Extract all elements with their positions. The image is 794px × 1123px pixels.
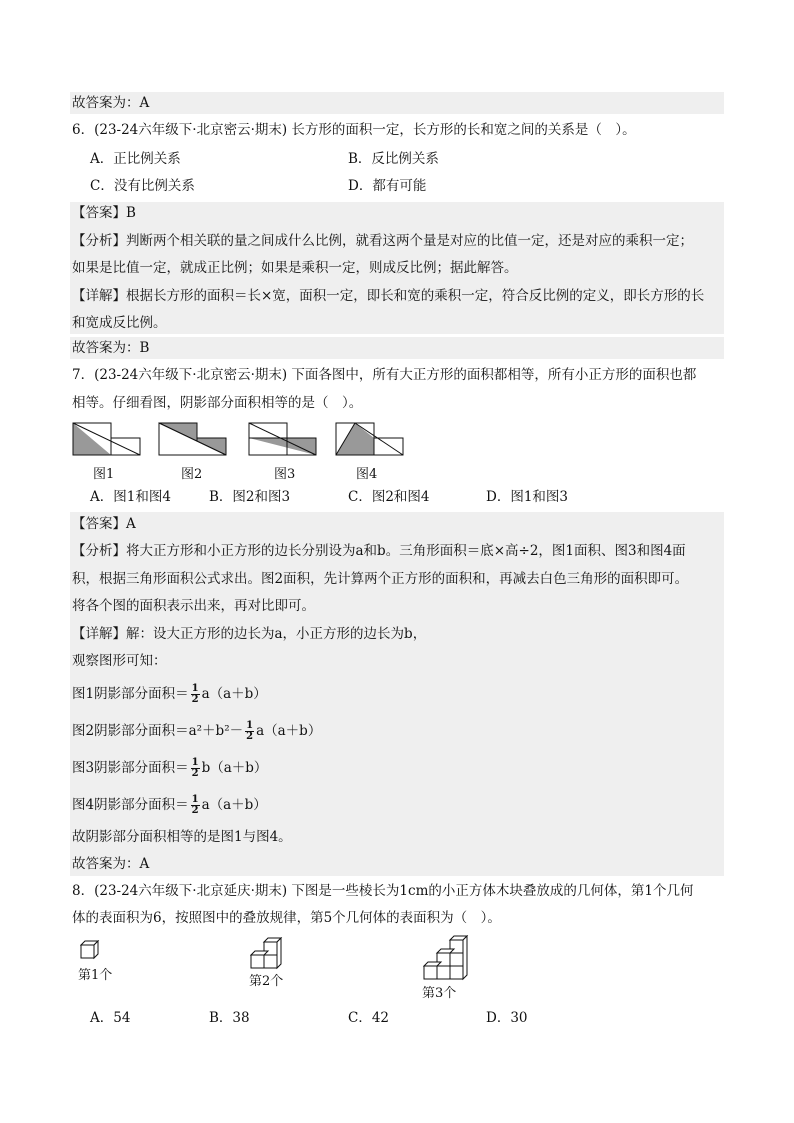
q7-question-line2: 相等。仔细看图，阴影部分面积相等的是（ ）。 xyxy=(72,395,363,411)
q7-option-c: C．图2和图4 xyxy=(348,489,430,505)
q7-conclusion: 故阴影部分面积相等的是图1与图4。 xyxy=(72,829,292,845)
q6-analysis-line2: 如果是比值一定，就成正比例；如果是乘积一定，则成反比例；据此解答。 xyxy=(72,260,518,276)
q6-question: 6．(23-24六年级下·北京密云·期末) 长方形的面积一定，长方形的长和宽之间的关系是（ ）。 xyxy=(72,122,636,138)
q8-question-line1: 8．(23-24六年级下·北京延庆·期末) 下图是一些棱长为1cm的小正方体木块叠放成的几何体，第1个几何 xyxy=(72,883,694,899)
fraction-half: $\frac{1}{2}$ xyxy=(191,683,199,705)
q7-formula-figure2: 图2阴影部分面积＝a²＋b²－ $\frac{1}{2}$ a（a＋b） xyxy=(72,720,322,742)
cube-stack-2-diagram xyxy=(250,937,284,971)
q7-question-line1: 7．(23-24六年级下·北京密云·期末) 下面各图中，所有大正方形的面积都相等，所有小正方形的面积也都 xyxy=(72,367,697,383)
q7-analysis-line2: 积，根据三角形面积公式求出。图2面积，先计算两个正方形的面积和，再减去白色三角形的面积即可。 xyxy=(72,571,689,587)
q7-formula-figure4: 图4阴影部分面积＝ $\frac{1}{2}$ a（a＋b） xyxy=(72,794,267,816)
figure-2-diagram xyxy=(158,422,228,456)
q7-analysis-line3: 将各个图的面积表示出来，再对比即可。 xyxy=(72,598,315,614)
figure-2-label: 图2 xyxy=(181,467,203,482)
q8-option-d: D．30 xyxy=(486,1010,528,1026)
q8-option-c: C．42 xyxy=(348,1010,390,1026)
answer-shade xyxy=(70,337,724,359)
cube-stack-3-diagram xyxy=(423,935,469,981)
q6-option-b: B．反比例关系 xyxy=(348,151,439,167)
q6-final-answer: 故答案为：B xyxy=(72,340,150,356)
top-final-answer: 故答案为：A xyxy=(72,95,150,111)
q6-option-a: A．正比例关系 xyxy=(90,151,181,167)
q7-option-a: A．图1和图4 xyxy=(90,489,171,505)
q6-detail-line2: 和宽成反比例。 xyxy=(72,315,167,331)
figure-1-label: 图1 xyxy=(93,467,115,482)
cube-stack-2-label: 第2个 xyxy=(249,974,284,989)
q7-option-b: B．图2和图3 xyxy=(209,489,291,505)
figure-4-diagram xyxy=(335,422,405,456)
cube-stack-3-label: 第3个 xyxy=(422,986,457,1001)
q8-option-a: A．54 xyxy=(90,1010,131,1026)
figure-3-diagram xyxy=(248,422,318,456)
q7-analysis-line1: 【分析】将大正方形和小正方形的边长分别设为a和b。三角形面积＝底×高÷2，图1面积、图3和图4面 xyxy=(72,543,686,559)
fraction-half: $\frac{1}{2}$ xyxy=(191,757,199,779)
q7-detail-line2: 观察图形可知： xyxy=(72,653,167,669)
q7-final-answer: 故答案为：A xyxy=(72,856,150,872)
q6-answer: 【答案】B xyxy=(72,205,136,221)
q7-answer: 【答案】A xyxy=(72,516,136,532)
q6-option-c: C．没有比例关系 xyxy=(90,178,195,194)
answer-shade xyxy=(70,92,724,114)
fraction-half: $\frac{1}{2}$ xyxy=(191,794,199,816)
cube-stack-1-diagram xyxy=(80,940,100,960)
q8-question-line2: 体的表面积为6，按照图中的叠放规律，第5个几何体的表面积为（ ）。 xyxy=(72,910,501,926)
q6-analysis-line1: 【分析】判断两个相关联的量之间成什么比例，就看这两个量是对应的比值一定，还是对应的乘积一定； xyxy=(72,233,693,249)
fraction-half: $\frac{1}{2}$ xyxy=(246,720,254,742)
q6-option-d: D．都有可能 xyxy=(348,178,427,194)
q7-option-d: D．图1和图3 xyxy=(486,489,569,505)
figure-1-diagram xyxy=(72,422,142,456)
figure-3-label: 图3 xyxy=(274,467,296,482)
q7-detail-line1: 【详解】解：设大正方形的边长为a，小正方形的边长为b， xyxy=(72,626,427,642)
q8-option-b: B．38 xyxy=(209,1010,250,1026)
figure-4-label: 图4 xyxy=(356,467,378,482)
q7-formula-figure3: 图3阴影部分面积＝ $\frac{1}{2}$ b（a＋b） xyxy=(72,757,268,779)
q6-detail-line1: 【详解】根据长方形的面积＝长×宽，面积一定，即长和宽的乘积一定，符合反比例的定义，即长方形的长 xyxy=(72,288,705,304)
cube-stack-1-label: 第1个 xyxy=(78,968,113,983)
q7-formula-figure1: 图1阴影部分面积＝ $\frac{1}{2}$ a（a＋b） xyxy=(72,683,267,705)
